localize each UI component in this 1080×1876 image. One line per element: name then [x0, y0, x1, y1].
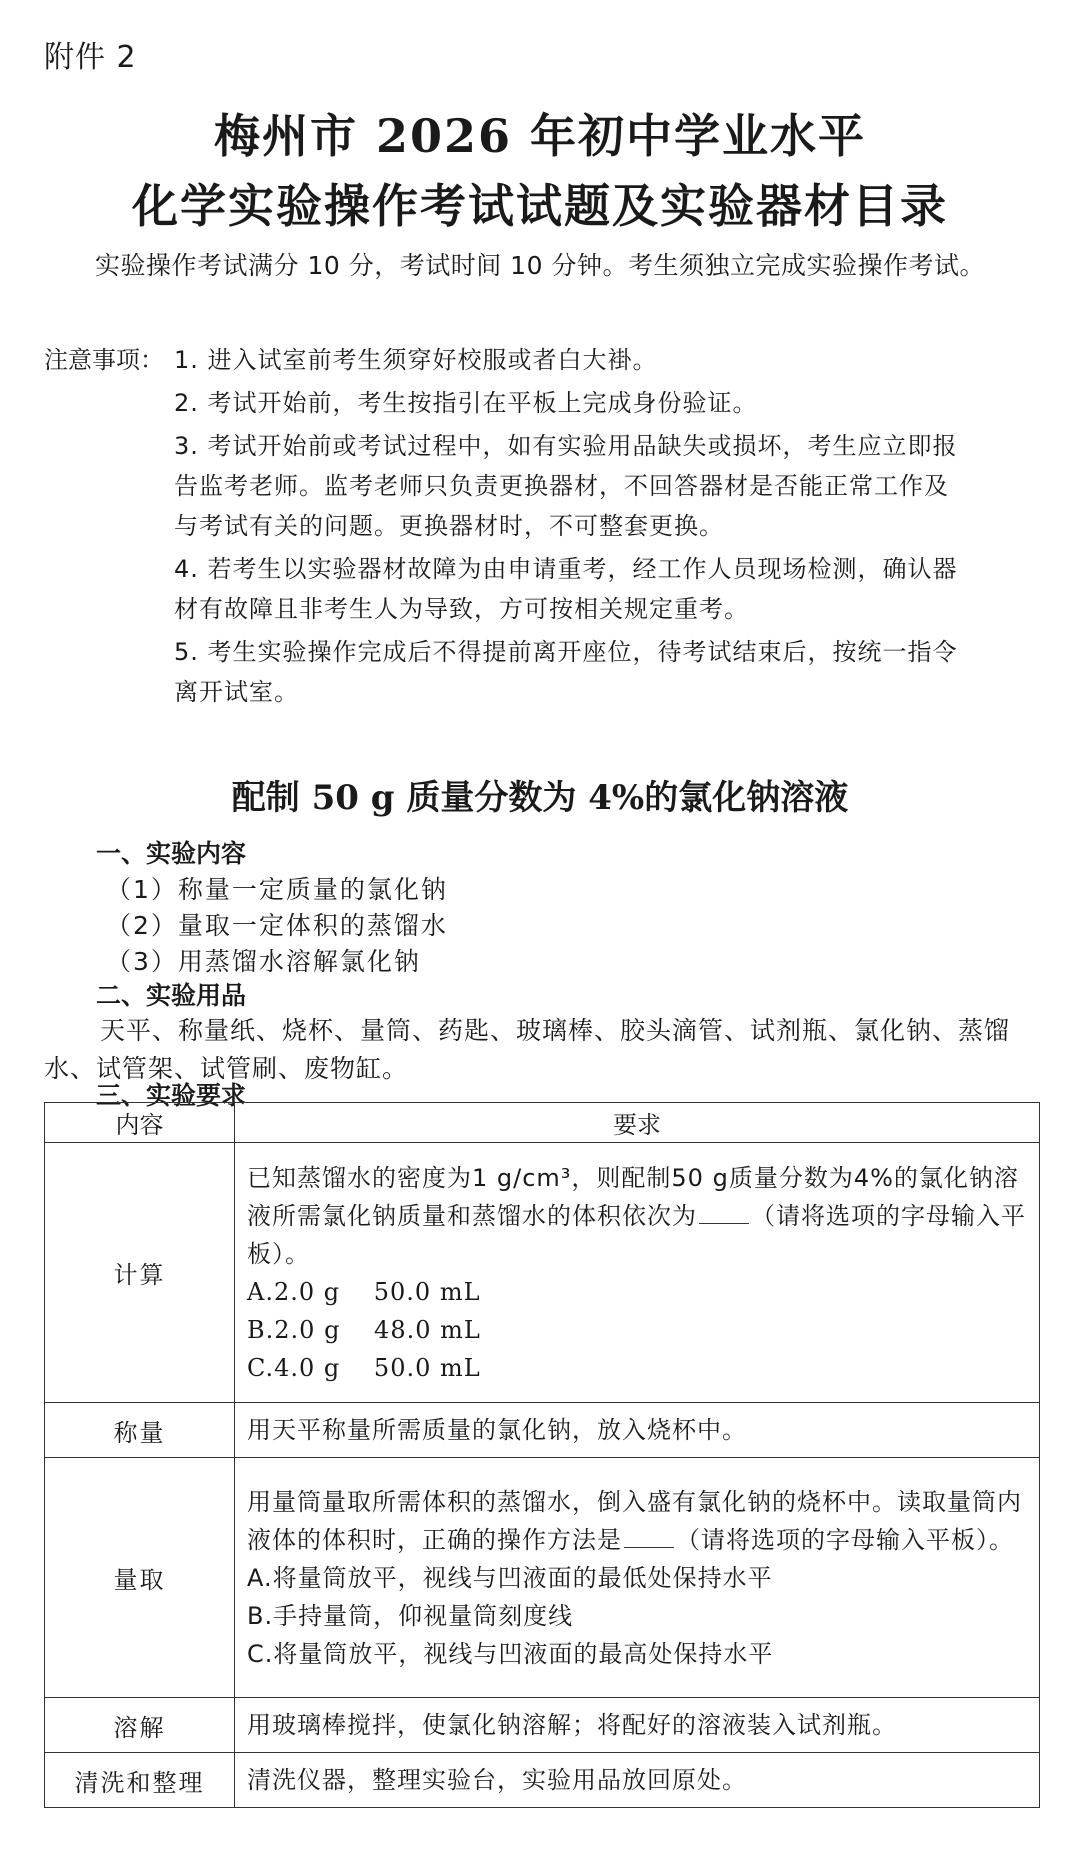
row-desc-clean: 清洗仪器，整理实验台，实验用品放回原处。 — [235, 1753, 1040, 1808]
note-item-2 — [174, 383, 1044, 423]
measure-option-b: B.手持量筒，仰视量筒刻度线 — [247, 1601, 574, 1630]
table-row-dissolve — [45, 1698, 1040, 1753]
calc-option-a: A.2.0 g 50.0 mL — [247, 1277, 481, 1306]
section-heading-content: 一、实验内容 — [96, 839, 247, 868]
row-label-weigh: 称量 — [45, 1403, 235, 1458]
note-line: 5. 考生实验操作完成后不得提前离开座位，待考试结束后，按统一指令 — [174, 638, 958, 666]
row-label-clean: 清洗和整理 — [45, 1753, 235, 1808]
calc-text-a: 已知蒸馏水的密度为1 g/cm³，则配制50 g质量分数为4%的氯化钠溶液所需氯化钠质量和蒸馏水的体积依次为 — [247, 1163, 1019, 1230]
note-line: 2. 考试开始前，考生按指引在平板上完成身份验证。 — [174, 389, 758, 417]
row-label-dissolve: 溶解 — [45, 1698, 235, 1753]
table-header-content: 内容 — [45, 1103, 235, 1143]
measure-option-a: A.将量筒放平，视线与凹液面的最低处保持水平 — [247, 1563, 773, 1592]
content-item-3: （3）用蒸馏水溶解氯化钠 — [106, 947, 421, 976]
calc-text-b: （请将选项的字母输入平板）。 — [247, 1201, 1026, 1268]
notes-section — [44, 340, 1044, 715]
answer-blank — [699, 1202, 749, 1224]
table-row-clean — [45, 1753, 1040, 1808]
note-item-4 — [174, 549, 1044, 629]
content-item-1: （1）称量一定质量的氯化钠 — [106, 875, 448, 904]
experiment-title: 配制 50 g 质量分数为 4%的氯化钠溶液 — [231, 778, 849, 818]
content-item-2: （2）量取一定体积的蒸馏水 — [106, 911, 448, 940]
section-heading-requirements: 三、实验要求 — [96, 1081, 247, 1110]
row-desc-weigh: 用天平称量所需质量的氯化钠，放入烧杯中。 — [235, 1403, 1040, 1458]
requirements-table — [44, 1102, 1040, 1808]
notes-list — [174, 340, 1044, 712]
row-label-measure: 量取 — [45, 1458, 235, 1698]
note-item-3 — [174, 426, 1044, 546]
row-label-calc: 计算 — [45, 1143, 235, 1403]
table-row-measure — [45, 1458, 1040, 1698]
calc-option-c: C.4.0 g 50.0 mL — [247, 1353, 481, 1382]
row-desc-measure — [235, 1458, 1040, 1698]
measure-option-c: C.将量筒放平，视线与凹液面的最高处保持水平 — [247, 1639, 774, 1668]
note-item-5 — [174, 632, 1044, 712]
doc-title-line2: 化学实验操作考试试题及实验器材目录 — [132, 179, 948, 233]
table-header-requirement: 要求 — [235, 1103, 1040, 1143]
note-line: 3. 考试开始前或考试过程中，如有实验用品缺失或损坏，考生应立即报 — [174, 432, 958, 460]
doc-subtitle: 实验操作考试满分 10 分，考试时间 10 分钟。考生须独立完成实验操作考试。 — [95, 251, 985, 280]
section-heading-equipment: 二、实验用品 — [96, 981, 247, 1010]
note-line: 离开试室。 — [174, 678, 299, 706]
note-line: 1. 进入试室前考生须穿好校服或者白大褂。 — [174, 346, 658, 374]
measure-text-a: 用量筒量取所需体积的蒸馏水，倒入盛有氯化钠的烧杯中。读取量筒内液体的体积时，正确的操作方法是 — [247, 1487, 1022, 1554]
table-row-weigh — [45, 1403, 1040, 1458]
note-line: 4. 若考生以实验器材故障为由申请重考，经工作人员现场检测，确认器 — [174, 555, 958, 583]
answer-blank — [624, 1526, 674, 1548]
note-line: 与考试有关的问题。更换器材时，不可整套更换。 — [174, 512, 724, 540]
attachment-label: 附件 2 — [44, 40, 137, 75]
note-item-1 — [174, 340, 1044, 380]
table-row-calc — [45, 1143, 1040, 1403]
table-header-row — [45, 1103, 1040, 1143]
note-line: 告监考老师。监考老师只负责更换器材，不回答器材是否能正常工作及 — [174, 472, 949, 500]
row-desc-calc — [235, 1143, 1040, 1403]
note-line: 材有故障且非考生人为导致，方可按相关规定重考。 — [174, 595, 749, 623]
measure-text-b: （请将选项的字母输入平板）。 — [676, 1525, 1014, 1554]
notes-label: 注意事项： — [44, 346, 164, 374]
row-desc-dissolve: 用玻璃棒搅拌，使氯化钠溶解；将配好的溶液装入试剂瓶。 — [235, 1698, 1040, 1753]
calc-option-b: B.2.0 g 48.0 mL — [247, 1315, 481, 1344]
doc-title-line1: 梅州市 2026 年初中学业水平 — [213, 109, 867, 163]
equipment-list: 天平、称量纸、烧杯、量筒、药匙、玻璃棒、胶头滴管、试剂瓶、氯化钠、蒸馏水、试管架、试管刷、废物缸。 — [44, 1016, 1011, 1083]
